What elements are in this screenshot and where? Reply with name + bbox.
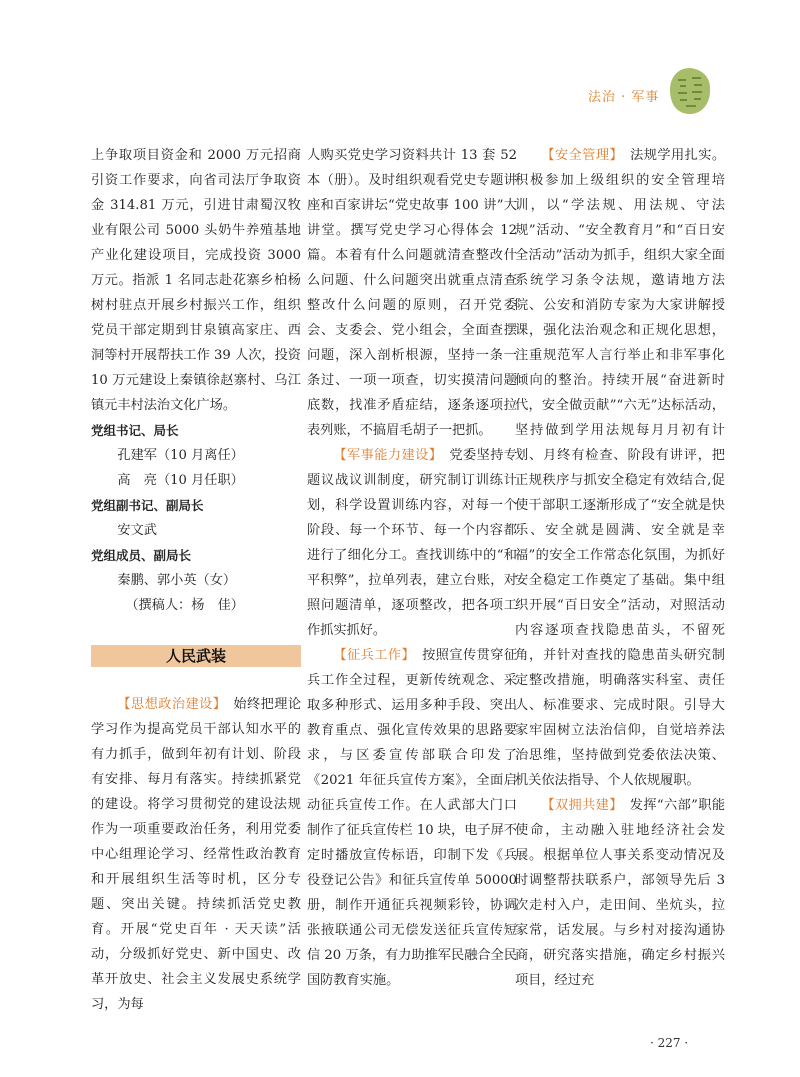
topic-tag: 【征兵工作】 xyxy=(333,648,409,663)
person-name: 高 亮（10 月任职） xyxy=(117,473,244,488)
author-credit: （撰稿人：杨 佳） xyxy=(125,598,244,613)
column-3 xyxy=(515,143,725,993)
section-header-label: 法治 · 军事 xyxy=(588,90,660,105)
topic-tag: 【思想政治建设】 xyxy=(117,697,220,712)
person-name: 孔建军（10 月离任） xyxy=(117,448,244,463)
role-heading: 党组成员、副局长 xyxy=(91,548,192,563)
body-paragraph xyxy=(307,643,517,993)
column-1 xyxy=(91,143,301,1017)
topic-tag: 【军事能力建设】 xyxy=(333,448,436,463)
body-paragraph: 上争取项目资金和 2000 万元招商引资工作要求，向省司法厅争取资金 314.81 万元，引进甘肃蜀汉牧业有限公司 5000 头奶牛养殖基地产业化建设项目，完成投资 3000 万元。指派 1 名同志赴花寨乡柏杨树村驻点开展乡村振兴工作，组织党员干部定期到甘泉镇高家庄、西洞等村开展帮扶工作 39 人次，投资 10 万元建设上秦镇徐赵寨村、乌江镇元丰村法治文化广场。 xyxy=(91,148,301,413)
body-paragraph xyxy=(515,143,725,793)
page-number: · 227 · xyxy=(650,1036,689,1050)
paragraph-text: 法规学用扎实。积极参加上级组织的安全管理培训，以“学法规、用法规、守法规”活动、“安全教育月”和“百日安全活动”活动为抓手，组织大家全面系统学习条令法规，邀请地方法院、公安和消防专家为大家讲解授课，强化法治观念和正规化思想，注重规范军人言行举止和非军事化倾向的整治。持续开展“奋进新时代，安全做贡献”“六无”达标活动，坚持做到学用法规每月月初有计划、月终有检查、阶段有讲评，把正规秩序与抓安全稳定有效结合,促使干部职工逐渐形成了“安全就是快乐、安全就是圆满、安全就是幸福”的安全工作常态化氛围，为抓好安全稳定工作奠定了基础。集中组织开展“百日安全”活动，对照活动内容逐项查找隐患苗头，不留死角，并针对查找的隐患苗头研究制定整改措施，明确落实科室、责任人、标准要求、完成时限。引导大家牢固树立法治信仰，自觉培养法治思维，坚持做到党委依法决策、机关依法指导、个人依规履职。 xyxy=(515,148,726,788)
topic-tag: 【安全管理】 xyxy=(541,148,617,163)
person-name: 安文武 xyxy=(117,523,157,538)
person-name: 秦鹏、郭小英（女） xyxy=(117,573,237,588)
role-heading: 党组书记、局长 xyxy=(91,423,179,438)
section-banner xyxy=(91,645,301,667)
paragraph-text: 按照宣传贯穿征兵工作全过程，更新传统观念、采取多种形式、运用多种手段、突出教育重点、强化宣传效果的思路要求，与区委宣传部联合印发了《2021 年征兵宣传方案》，全面启动征兵宣传工作。在人武部大门口制作了征兵宣传栏 10 块，电子屏不定时播放宣传标语，印制下发《兵役登记公告》和征兵宣传单 50000 册，制作开通征兵视频彩铃，协调张掖联通公司无偿发送征兵宣传短信 20 万条，有力助推军民融合全民国防教育实施。 xyxy=(307,648,518,988)
body-paragraph: 人购买党史学习资料共计 13 套 52 本（册）。及时组织观看党史专题讲座和百家讲坛“党史故事 100 讲”大讲堂。撰写党史学习心得体会 12 篇。本着有什么问题就清查整改什么问题、什么问题突出就重点清查整改什么问题的原则，召开党委会、支委会、党小组会，全面查摆问题，深入剖析根源，坚持一条一条过、一项一项查，切实摸清问题底数，找准矛盾症结，逐条逐项拉表列账，不搞眉毛胡子一把抓。 xyxy=(307,148,517,438)
body-paragraph xyxy=(91,692,301,1017)
topic-tag: 【双拥共建】 xyxy=(541,798,617,813)
paragraph-text: 党委坚持专题议战议训制度，研究制订训练计划，科学设置训练内容，对每一个阶段、每一个环节、每一个内容都进行了细化分工。查找训练中的“和平积弊”，拉单列表，建立台账，对照问题清单，逐项整改，把各项工作抓实抓好。 xyxy=(307,448,518,638)
seal-stamp-icon xyxy=(668,66,712,116)
paragraph-text: 发挥“六部”职能使命，主动融入驻地经济社会发展。根据单位人事关系变动情况及时调整帮扶联系户，部领导先后 3 次走村入户，走田间、坐炕头，拉家常，话发展。与乡村对接沟通协商，研究落实措施，确定乡村振兴项目，经过充 xyxy=(515,798,726,988)
section-title: 人民武装 xyxy=(165,647,226,665)
body-paragraph xyxy=(307,443,517,643)
column-2 xyxy=(307,143,517,993)
role-heading: 党组副书记、副局长 xyxy=(91,498,204,513)
paragraph-text: 始终把理论学习作为提高党员干部认知水平的有力抓手，做到年初有计划、阶段有安排、每月有落实。持续抓紧党的建设。将学习贯彻党的建设法规作为一项重要政治任务，利用党委中心组理论学习、经常性政治教育和开展组织生活等时机，区分专题、突出关键。持续抓活党史教育。开展“党史百年 · 天天读”活动，分级抓好党史、新中国史、改革开放史、社会主义发展史系统学习，为每 xyxy=(91,697,302,1012)
body-paragraph xyxy=(515,793,725,993)
